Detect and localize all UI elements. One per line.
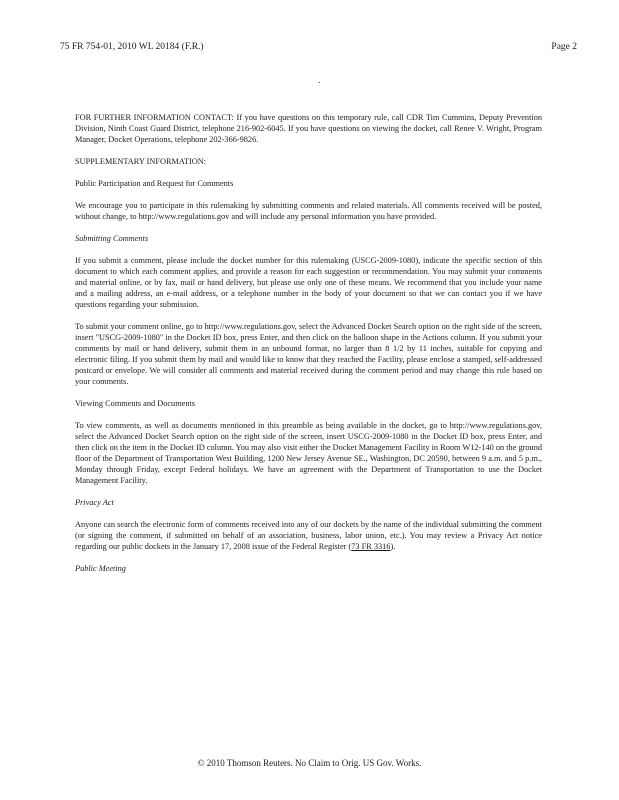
- submitting-comments-paragraph-2: To submit your comment online, go to http://www.regulations.gov, select the Advanced Docket Search option on the right side of the screen, insert "USCG-2009-1080" in the Docket ID box, press Enter, and then click on the balloon shape in the Actions column. If you submit your comments by mail or hand delivery, submit them in an unbound format, no larger than 8 1/2 by 11 inches, suitable for copying and electronic filing. If you submit them by mail and would like to know that they reached the Facility, please enclose a stamped, self-addressed postcard or envelope. We will consider all comments and material received during the comment period and may change this rule based on your comments.: [75, 322, 542, 386]
- copyright-footer: © 2010 Thomson Reuters. No Claim to Orig. US Gov. Works.: [197, 758, 422, 768]
- document-body: [75, 112, 542, 585]
- privacy-act-heading: Privacy Act: [75, 498, 114, 507]
- stray-mark: .: [318, 75, 321, 85]
- citation-header: 75 FR 754-01, 2010 WL 20184 (F.R.): [60, 42, 204, 52]
- federal-register-link[interactable]: 73 FR 3316: [351, 542, 391, 551]
- further-information-paragraph: FOR FURTHER INFORMATION CONTACT: If you have questions on this temporary rule, call CDR Tim Cummins, Deputy Prevention Division, Ninth Coast Guard District, telephone 216-902-6045. If you have questions on viewing the docket, call Renee V. Wright, Program Manager, Docket Operations, telephone 202-366-9826.: [75, 113, 542, 144]
- viewing-comments-heading: Viewing Comments and Documents: [75, 399, 196, 408]
- public-participation-paragraph: We encourage you to participate in this rulemaking by submitting comments and related materials. All comments received will be posted, without change, to http://www.regulations.gov and will include any personal information you have provided.: [75, 201, 542, 221]
- supplementary-heading: SUPPLEMENTARY INFORMATION:: [75, 157, 207, 166]
- submitting-comments-heading: Submitting Comments: [75, 234, 149, 243]
- page-number: Page 2: [551, 42, 577, 52]
- privacy-text-before: Anyone can search the electronic form of comments received into any of our dockets by the name of the individual submitting the comment (or signing the comment, if submitted on behalf of an association, business, labor union, etc.). You may review a Privacy Act notice regarding our public dockets in the January 17, 2008 issue of the Federal Register (: [75, 520, 542, 551]
- public-meeting-heading: Public Meeting: [75, 564, 126, 573]
- privacy-act-paragraph: [75, 519, 542, 552]
- submitting-comments-paragraph-1: If you submit a comment, please include the docket number for this rulemaking (USCG-2009-1080), indicate the specific section of this document to which each comment applies, and provide a reason for each suggestion or recommendation. You may submit your comments and material online, or by fax, mail or hand delivery, but please use only one of these means. We recommend that you include your name and a mailing address, an e-mail address, or a telephone number in the body of your document so that we can contact you if we have questions regarding your submission.: [75, 256, 542, 309]
- privacy-text-after: ).: [390, 542, 396, 551]
- public-participation-heading: Public Participation and Request for Comments: [75, 179, 234, 188]
- viewing-comments-paragraph: To view comments, as well as documents mentioned in this preamble as being available in the docket, go to http://www.regulations.gov, select the Advanced Docket Search option on the right side of the screen, insert USCG-2009-1080 in the Docket ID box, press Enter, and then click on the item in the Docket ID column. You may also visit either the Docket Management Facility in Room W12-140 on the ground floor of the Department of Transportation West Building, 1200 New Jersey Avenue SE., Washington, DC 20590, between 9 a.m. and 5 p.m., Monday through Friday, except Federal holidays. We have an agreement with the Department of Transportation to use the Docket Management Facility.: [75, 421, 542, 485]
